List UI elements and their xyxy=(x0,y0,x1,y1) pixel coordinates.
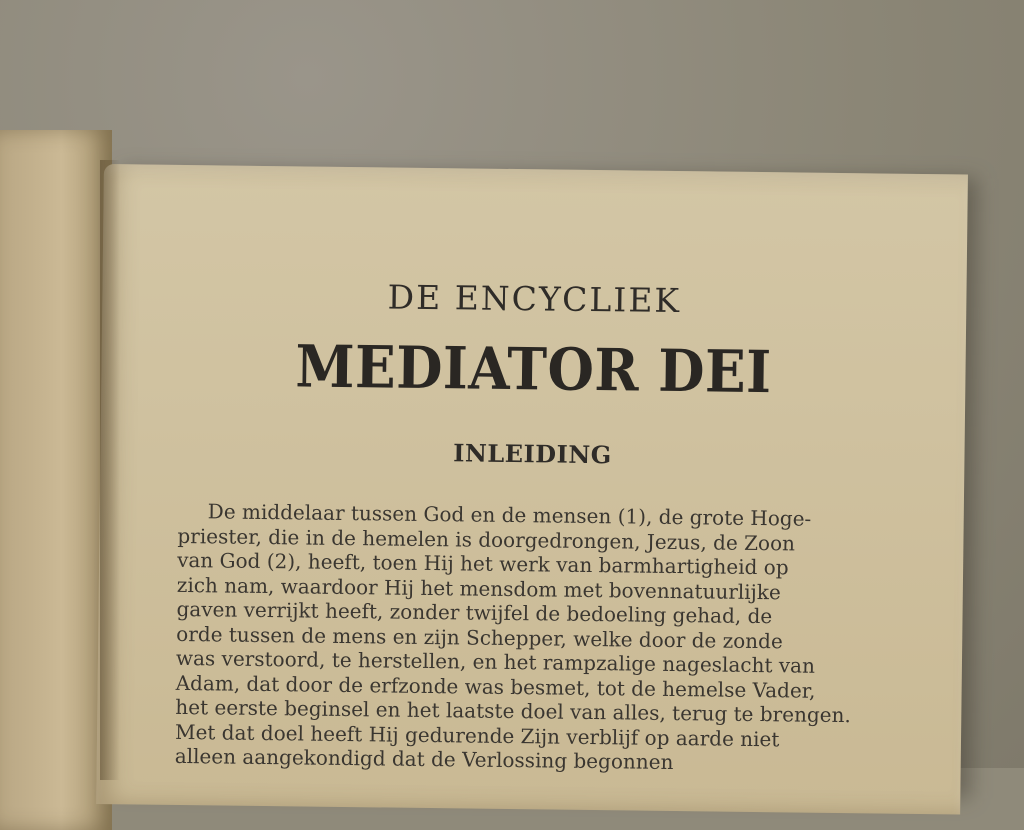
body-paragraph xyxy=(174,499,851,777)
paragraph-line: was verstoord, te herstellen, en het rampzalige nageslacht van xyxy=(175,645,816,678)
left-page-edge xyxy=(0,130,112,830)
paragraph-line: gaven verrijkt heeft, zonder twijfel de bedoeling gehad, de xyxy=(176,596,773,629)
paragraph-line: Adam, dat door de erfzonde was besmet, tot de hemelse Vader, xyxy=(175,670,816,703)
encyclical-title: MEDIATOR DEI xyxy=(295,332,772,407)
paragraph-line: het eerste beginsel en het laatste doel van alles, terug te brengen. xyxy=(175,694,851,728)
section-title: INLEIDING xyxy=(453,438,612,470)
book-page xyxy=(96,164,968,815)
paragraph-line: priester, die in de hemelen is doorgedrongen, Jezus, de Zoon xyxy=(177,523,796,555)
page-text xyxy=(96,164,968,815)
paragraph-line: van God (2), heeft, toen Hij het werk van barmhartigheid op xyxy=(177,547,789,580)
paragraph-line: alleen aangekondigd dat de Verlossing begonnen xyxy=(174,743,674,775)
paragraph-line: De middelaar tussen God en de mensen (1), de grote Hoge- xyxy=(207,499,812,531)
paragraph-line: Met dat doel heeft Hij gedurende Zijn verblijf op aarde niet xyxy=(174,719,780,751)
paragraph-line: orde tussen de mens en zijn Schepper, welke door de zonde xyxy=(176,621,783,653)
book-gutter xyxy=(100,160,120,780)
encyclical-label: DE ENCYCLIEK xyxy=(387,277,682,321)
paragraph-line: zich nam, waardoor Hij het mensdom met bovennatuurlijke xyxy=(176,572,781,604)
